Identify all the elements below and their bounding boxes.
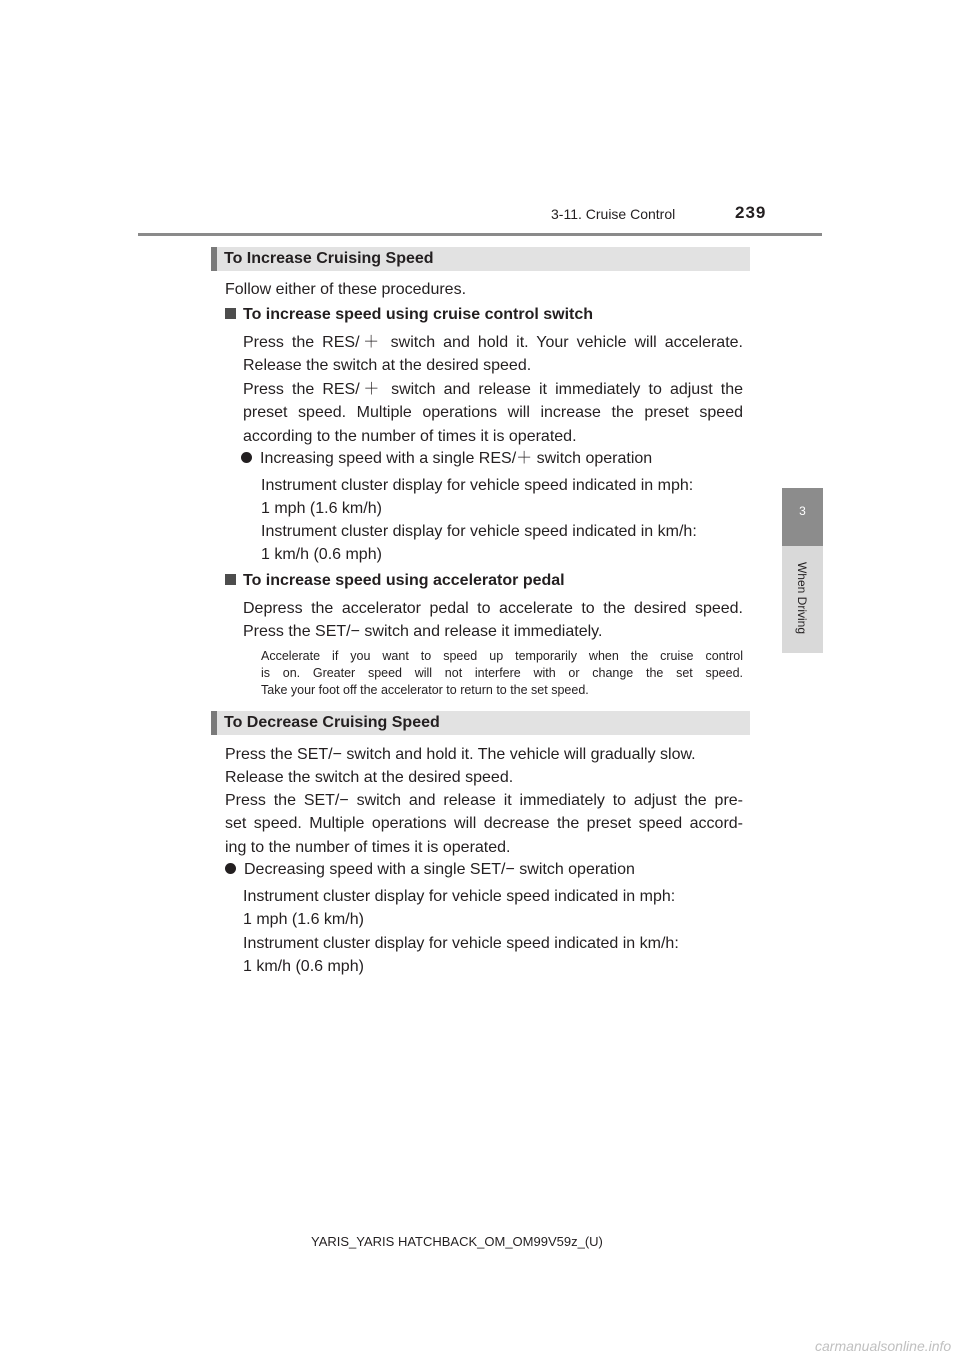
paragraph [243,331,743,378]
bullet-item [241,447,652,470]
bullet-icon [241,452,252,463]
paragraph [243,597,743,644]
subsection-heading-switch [225,306,593,324]
heading-accent [211,247,217,271]
intro-text: Follow either of these procedures. [225,281,467,298]
text-line: Depress the accelerator pedal to accelerate to the desired speed. [243,600,743,617]
bullet-item [225,858,635,881]
text-line: Instrument cluster display for vehicle speed indicated in km/h: [261,523,697,540]
text-line: Instrument cluster display for vehicle speed indicated in km/h: [243,935,679,952]
heading-accent [211,711,217,735]
text-line: Release the switch at the desired speed. [243,357,532,375]
kmh-info [261,520,697,567]
text-line: Press the SET/− switch and hold it. The vehicle will gradually slow. [225,746,696,763]
text-line: Press the SET/− switch and release it immediately. [243,623,603,641]
text-line: 1 mph (1.6 km/h) [261,500,382,518]
chapter-title: When Driving [795,561,809,635]
section-heading-decrease [211,711,750,735]
section-heading-text: To Decrease Cruising Speed [224,714,440,731]
text-line: 1 mph (1.6 km/h) [243,911,364,929]
subsection-heading-pedal [225,572,565,590]
header-rule [138,233,822,236]
subsection-heading-text: To increase speed using cruise control switch [243,306,594,323]
text-line: Press the SET/− switch and release it immediately to adjust the pre- [225,792,743,809]
mph-info [243,885,675,932]
text-line: Press the RES/＋ switch and hold it. Your vehicle will accelerate. [243,334,743,351]
section-heading-text: To Increase Cruising Speed [224,250,434,267]
paragraph [225,743,743,790]
note-line: Accelerate if you want to speed up temporarily when the cruise control [261,649,743,663]
section-title: 3-11. Cruise Control [551,206,676,222]
chapter-number: 3 [799,504,806,518]
note-line: Take your foot off the accelerator to return to the set speed. [261,683,589,697]
text-line: Press the RES/＋ switch and release it immediately to adjust the [243,381,743,398]
footer-code: YARIS_YARIS HATCHBACK_OM_OM99V59z_(U) [311,1234,603,1249]
section-heading-increase [211,247,750,271]
note [261,648,743,699]
paragraph [243,378,743,448]
text-line: Instrument cluster display for vehicle speed indicated in mph: [243,888,676,905]
page-number: 239 [735,203,767,222]
mph-info [261,474,693,521]
text-line: set speed. Multiple operations will decrease the preset speed accord- [225,815,743,833]
text-line: Release the switch at the desired speed. [225,769,514,787]
bullet-text: Decreasing speed with a single SET/− switch operation [244,861,635,878]
text-line: 1 km/h (0.6 mph) [261,546,382,564]
subsection-heading-text: To increase speed using accelerator pedal [243,572,565,589]
kmh-info [243,932,679,979]
bullet-text: Increasing speed with a single RES/＋ switch operation [260,450,653,467]
watermark: carmanualsonline.info [815,1338,952,1354]
bullet-icon [225,863,236,874]
text-line: preset speed. Multiple operations will increase the preset speed [243,404,743,422]
paragraph [225,789,743,859]
square-bullet-icon [225,574,236,585]
text-line: Instrument cluster display for vehicle speed indicated in mph: [261,477,694,494]
text-line: ing to the number of times it is operated. [225,838,511,856]
text-line: 1 km/h (0.6 mph) [243,958,364,976]
square-bullet-icon [225,308,236,319]
text-line: according to the number of times it is operated. [243,427,577,445]
note-line: is on. Greater speed will not interfere with or change the set speed. [261,666,743,680]
